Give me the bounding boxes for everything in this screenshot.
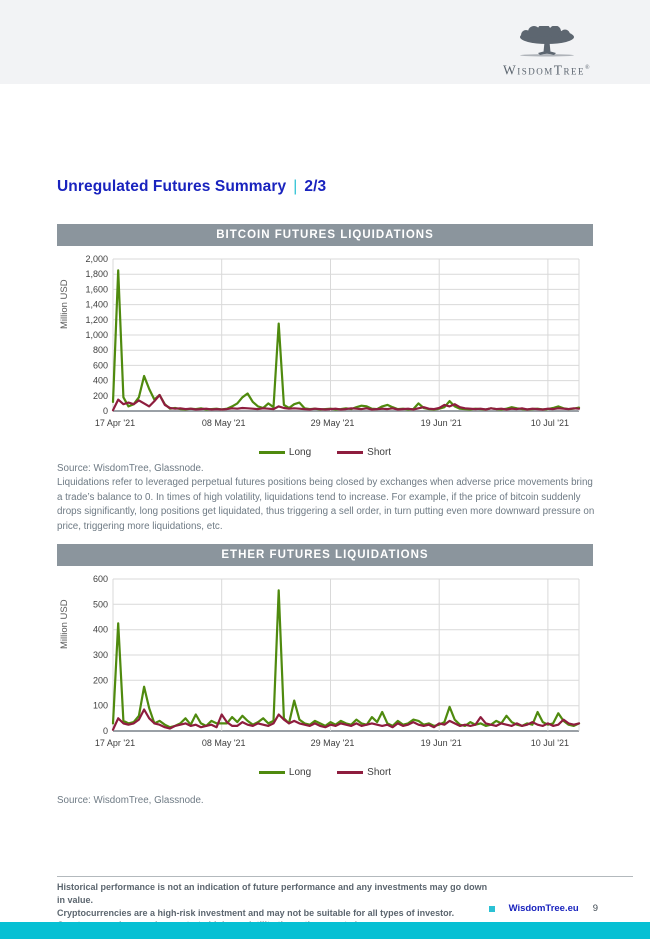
- short-series-swatch: [337, 451, 363, 454]
- svg-text:600: 600: [92, 360, 108, 371]
- short-series-swatch: [337, 771, 363, 774]
- svg-text:200: 200: [92, 675, 108, 686]
- wisdomtree-logo: [492, 26, 602, 76]
- header-band: [0, 0, 650, 84]
- legend-item-long: [259, 447, 311, 458]
- footer-meta: [489, 903, 598, 914]
- svg-text:29 May '21: 29 May '21: [310, 738, 355, 748]
- svg-text:400: 400: [92, 624, 108, 635]
- svg-text:500: 500: [92, 599, 108, 610]
- chart2-source: Source: WisdomTree, Glassnode.: [57, 795, 204, 806]
- ether-chart-panel: [57, 544, 593, 780]
- bitcoin-chart-title: BITCOIN FUTURES LIQUIDATIONS: [57, 224, 593, 246]
- page-title: [57, 178, 326, 196]
- ether-chart-legend: [57, 764, 593, 780]
- page-number: 9: [592, 903, 598, 914]
- svg-text:0: 0: [102, 406, 108, 416]
- svg-text:1,600: 1,600: [85, 284, 108, 295]
- legend-short-label: Short: [367, 446, 392, 458]
- svg-text:10 Jul '21: 10 Jul '21: [530, 738, 570, 748]
- legend-item-long: [259, 767, 311, 778]
- disclaimer-line: Cryptocurrencies are a high-risk investment and may not be suitable for all types of investor.: [57, 907, 455, 918]
- svg-text:17 Apr '21: 17 Apr '21: [94, 418, 136, 428]
- svg-text:1,000: 1,000: [85, 330, 108, 340]
- chart2-note: [57, 794, 597, 808]
- legend-item-short: [337, 767, 391, 778]
- title-page-fraction: 2/3: [304, 178, 327, 195]
- chart1-note: [57, 462, 597, 534]
- svg-text:2,000: 2,000: [85, 254, 108, 264]
- wisdomtree-site-link[interactable]: WisdomTree.eu: [508, 903, 579, 914]
- ether-chart-plot-area: [57, 571, 593, 762]
- bottom-accent-bar: [0, 922, 650, 939]
- disclaimer-line: Historical performance is not an indication of future performance and any investments may go down in value.: [57, 882, 488, 905]
- long-series-swatch: [259, 451, 285, 454]
- svg-text:300: 300: [92, 650, 108, 660]
- svg-text:800: 800: [92, 345, 108, 356]
- legend-item-short: [337, 447, 391, 458]
- ether-chart: [57, 571, 593, 780]
- svg-text:10 Jul '21: 10 Jul '21: [530, 418, 570, 428]
- svg-text:08 May '21: 08 May '21: [201, 418, 246, 428]
- bitcoin-chart-legend: [57, 444, 593, 460]
- svg-text:19 Jun '21: 19 Jun '21: [420, 418, 462, 428]
- title-separator: |: [293, 178, 298, 195]
- svg-text:08 May '21: 08 May '21: [201, 738, 246, 748]
- long-series-swatch: [259, 771, 285, 774]
- svg-text:17 Apr '21: 17 Apr '21: [94, 738, 136, 748]
- legend-long-label: Long: [288, 766, 312, 778]
- ether-y-axis-label: Million USD: [59, 599, 70, 649]
- svg-text:1,800: 1,800: [85, 269, 108, 280]
- registered-mark: ®: [584, 65, 592, 71]
- page-title-text: Unregulated Futures Summary: [57, 178, 287, 195]
- tree-icon: [516, 26, 578, 58]
- svg-text:600: 600: [92, 574, 108, 584]
- bitcoin-y-axis-label: Million USD: [59, 279, 70, 329]
- footer-divider: [57, 876, 633, 877]
- ether-futures-liquidations-svg: [57, 571, 593, 757]
- svg-text:19 Jun '21: 19 Jun '21: [420, 738, 462, 748]
- chart1-source: Source: WisdomTree, Glassnode.: [57, 463, 204, 474]
- svg-text:1,400: 1,400: [85, 299, 108, 310]
- svg-text:100: 100: [92, 700, 108, 711]
- svg-text:1,200: 1,200: [85, 314, 108, 325]
- legend-long-label: Long: [288, 446, 312, 458]
- legend-short-label: Short: [367, 766, 392, 778]
- bitcoin-chart-plot-area: [57, 251, 593, 442]
- svg-text:400: 400: [92, 375, 108, 386]
- svg-text:0: 0: [102, 726, 108, 736]
- svg-text:200: 200: [92, 390, 108, 401]
- liquidations-explainer: Liquidations refer to leveraged perpetual futures positions being closed by exchanges when adverse price movements bring a trade’s balance to 0. In times of high volatility, liquidations tend to increase. For example, if the price of bitcoin suddenly drops significantly, long positions get liquidated, thus triggering a sell order, in turn putting even more downward pressure on price, triggering more liquidations, etc.: [57, 477, 595, 532]
- svg-text:29 May '21: 29 May '21: [310, 418, 355, 428]
- bitcoin-futures-liquidations-svg: [57, 251, 593, 437]
- bitcoin-chart-panel: [57, 224, 593, 460]
- bitcoin-chart: [57, 251, 593, 460]
- teal-square-bullet: [489, 906, 495, 912]
- ether-chart-title: ETHER FUTURES LIQUIDATIONS: [57, 544, 593, 566]
- logo-wordmark: WisdomTree®: [502, 62, 592, 78]
